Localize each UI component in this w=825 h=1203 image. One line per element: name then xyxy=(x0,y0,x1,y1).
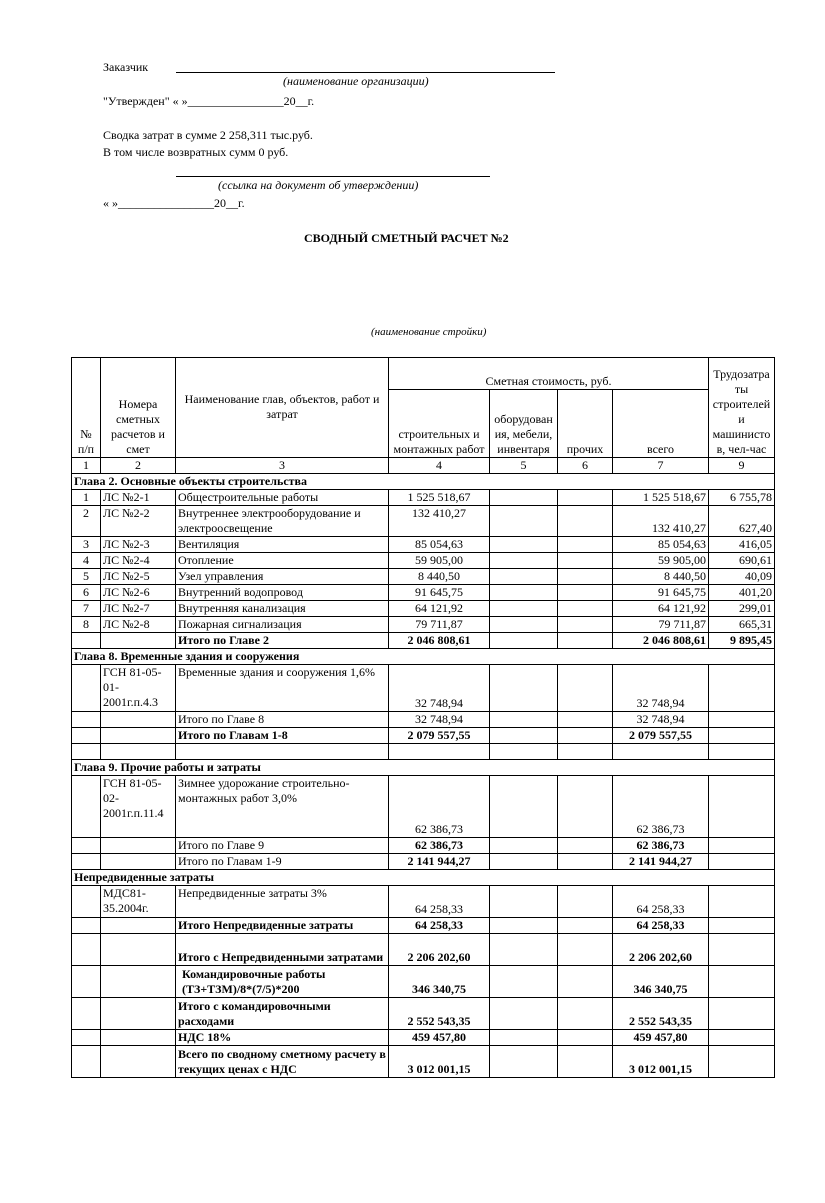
row-name: Временные здания и сооружения 1,6% xyxy=(176,665,389,712)
chapter-9-title-row xyxy=(72,760,775,776)
date-line: « »________________20__г. xyxy=(103,196,245,210)
row-num: 6 xyxy=(72,585,101,601)
total-name: Всего по сводному сметному расчету в текущих ценах с НДС xyxy=(176,1046,389,1078)
total-name: Итого с Непредвиденными затратами xyxy=(176,934,389,966)
row-total: 62 386,73 xyxy=(613,776,709,838)
total-smr: 2 141 944,27 xyxy=(389,854,490,870)
row-code: ЛС №2-2 xyxy=(101,506,176,537)
col-number: 1 xyxy=(72,458,101,474)
summary-line: Сводка затрат в сумме 2 258,311 тыс.руб. xyxy=(103,128,313,142)
row-equipment xyxy=(490,617,558,633)
table-row xyxy=(72,776,775,838)
total-name: НДС 18% xyxy=(176,1030,389,1046)
header-num: № п/п xyxy=(72,358,101,458)
business-trip-row xyxy=(72,966,775,998)
unforeseen-title-row xyxy=(72,870,775,886)
total-name: Итого по Главам 1-8 xyxy=(176,728,389,744)
col-number: 4 xyxy=(389,458,490,474)
table-row xyxy=(72,886,775,918)
row-total: 8 440,50 xyxy=(613,569,709,585)
total-smr: 3 012 001,15 xyxy=(389,1046,490,1078)
table-row xyxy=(72,490,775,506)
row-smr: 32 748,94 xyxy=(389,665,490,712)
row-name: Внутренняя канализация xyxy=(176,601,389,617)
header-other: прочих xyxy=(558,390,613,458)
row-total: 59 905,00 xyxy=(613,553,709,569)
doc-ref-caption: (ссылка на документ об утверждении) xyxy=(218,178,419,192)
total-smr: 62 386,73 xyxy=(389,838,490,854)
row-equipment xyxy=(490,506,558,537)
unforeseen-total-row xyxy=(72,918,775,934)
with-unforeseen-total-row xyxy=(72,934,775,966)
row-name: Внутреннее электрооборудование и электроосвещение xyxy=(176,506,389,537)
total-smr: 2 046 808,61 xyxy=(389,633,490,649)
row-equipment xyxy=(490,569,558,585)
total-value: 3 012 001,15 xyxy=(613,1046,709,1078)
chapter-8-title-row xyxy=(72,649,775,665)
col-number: 9 xyxy=(709,458,775,474)
total-value: 64 258,33 xyxy=(613,918,709,934)
total-labor: 9 895,45 xyxy=(709,633,775,649)
header-name: Наименование глав, объектов, работ и затрат xyxy=(176,358,389,458)
total-value: 2 046 808,61 xyxy=(613,633,709,649)
col-number: 3 xyxy=(176,458,389,474)
row-labor: 40,09 xyxy=(709,569,775,585)
row-equipment xyxy=(490,601,558,617)
header-est-numbers: Номера сметных расчетов и смет xyxy=(101,358,176,458)
total-name: Итого по Главе 8 xyxy=(176,712,389,728)
row-code: ЛС №2-5 xyxy=(101,569,176,585)
row-name: Пожарная сигнализация xyxy=(176,617,389,633)
table-row xyxy=(72,506,775,537)
row-smr: 64 258,33 xyxy=(389,886,490,918)
row-name: Зимнее удорожание строительно-монтажных работ 3,0% xyxy=(176,776,389,838)
row-smr: 62 386,73 xyxy=(389,776,490,838)
row-equipment xyxy=(490,537,558,553)
row-smr: 79 711,87 xyxy=(389,617,490,633)
row-other xyxy=(558,490,613,506)
header-construction: строительных и монтажных работ xyxy=(389,390,490,458)
total-value: 62 386,73 xyxy=(613,838,709,854)
row-name: Внутренний водопровод xyxy=(176,585,389,601)
row-other xyxy=(558,601,613,617)
header-labor: Трудозатраты строителей и машинистов, чел-час xyxy=(709,358,775,458)
grand-total-row xyxy=(72,1046,775,1078)
table-row xyxy=(72,601,775,617)
row-other xyxy=(558,617,613,633)
total-smr: 64 258,33 xyxy=(389,918,490,934)
table-row xyxy=(72,665,775,712)
row-name: Отопление xyxy=(176,553,389,569)
row-labor: 299,01 xyxy=(709,601,775,617)
row-code: ЛС №2-1 xyxy=(101,490,176,506)
total-value: 346 340,75 xyxy=(613,966,709,998)
row-code: ГСН 81-05-01-2001г.п.4.3 xyxy=(101,665,176,712)
total-name: Итого с командировочными расходами xyxy=(176,998,389,1030)
row-total: 64 258,33 xyxy=(613,886,709,918)
row-code: ЛС №2-8 xyxy=(101,617,176,633)
row-other xyxy=(558,506,613,537)
row-other xyxy=(558,585,613,601)
chapter-9-total-row xyxy=(72,838,775,854)
row-equipment xyxy=(490,490,558,506)
approved-line: "Утвержден" « »________________20__г. xyxy=(103,94,315,108)
col-number: 7 xyxy=(613,458,709,474)
total-name: Итого по Главе 9 xyxy=(176,838,389,854)
row-name: Узел управления xyxy=(176,569,389,585)
customer-line xyxy=(176,72,555,73)
row-labor: 690,61 xyxy=(709,553,775,569)
row-code: МДС81-35.2004г. xyxy=(101,886,176,918)
row-equipment xyxy=(490,553,558,569)
col-number: 2 xyxy=(101,458,176,474)
chapter-8-total-row xyxy=(72,712,775,728)
row-num: 7 xyxy=(72,601,101,617)
row-code: ЛС №2-4 xyxy=(101,553,176,569)
page-title: СВОДНЫЙ СМЕТНЫЙ РАСЧЕТ №2 xyxy=(304,231,509,245)
chapter-title: Глава 8. Временные здания и сооружения xyxy=(72,649,775,665)
total-value: 2 552 543,35 xyxy=(613,998,709,1030)
row-smr: 64 121,92 xyxy=(389,601,490,617)
chapter-title: Непредвиденные затраты xyxy=(72,870,775,886)
with-trip-total-row xyxy=(72,998,775,1030)
table-row xyxy=(72,553,775,569)
total-value: 459 457,80 xyxy=(613,1030,709,1046)
col-number: 6 xyxy=(558,458,613,474)
row-num: 5 xyxy=(72,569,101,585)
col-number: 5 xyxy=(490,458,558,474)
table-row xyxy=(72,617,775,633)
row-smr: 91 645,75 xyxy=(389,585,490,601)
row-equipment xyxy=(490,585,558,601)
row-total: 85 054,63 xyxy=(613,537,709,553)
row-smr: 59 905,00 xyxy=(389,553,490,569)
row-num: 8 xyxy=(72,617,101,633)
table-row xyxy=(72,585,775,601)
estimate-table xyxy=(71,357,775,1078)
customer-label: Заказчик xyxy=(103,60,149,74)
chapter-title: Глава 2. Основные объекты строительства xyxy=(72,474,775,490)
table-row xyxy=(72,569,775,585)
row-code: ЛС №2-6 xyxy=(101,585,176,601)
row-total: 64 121,92 xyxy=(613,601,709,617)
row-code: ГСН 81-05-02-2001г.п.11.4 xyxy=(101,776,176,838)
row-smr: 8 440,50 xyxy=(389,569,490,585)
total-smr: 459 457,80 xyxy=(389,1030,490,1046)
table-header-row xyxy=(72,358,775,390)
row-labor: 6 755,78 xyxy=(709,490,775,506)
org-caption: (наименование организации) xyxy=(283,74,429,88)
row-smr: 132 410,27 xyxy=(389,506,490,537)
total-name: Итого Непредвиденные затраты xyxy=(176,918,389,934)
column-numbers-row xyxy=(72,458,775,474)
construction-caption: (наименование стройки) xyxy=(371,326,487,338)
total-smr: 2 079 557,55 xyxy=(389,728,490,744)
total-value: 32 748,94 xyxy=(613,712,709,728)
row-total: 79 711,87 xyxy=(613,617,709,633)
row-name: Непредвиденные затраты 3% xyxy=(176,886,389,918)
doc-ref-line xyxy=(176,176,490,177)
row-total: 91 645,75 xyxy=(613,585,709,601)
header-total: всего xyxy=(613,390,709,458)
row-num: 4 xyxy=(72,553,101,569)
chapter-title: Глава 9. Прочие работы и затраты xyxy=(72,760,775,776)
row-smr: 85 054,63 xyxy=(389,537,490,553)
total-name: Командировочные работы (ТЗ+ТЗМ)/8*(7/5)*200 xyxy=(176,966,389,998)
row-num: 3 xyxy=(72,537,101,553)
row-other xyxy=(558,569,613,585)
row-code: ЛС №2-3 xyxy=(101,537,176,553)
chapters-1-9-total-row xyxy=(72,854,775,870)
header-equipment: оборудования, мебели, инвентаря xyxy=(490,390,558,458)
row-total: 132 410,27 xyxy=(613,506,709,537)
row-labor: 401,20 xyxy=(709,585,775,601)
total-value: 2 141 944,27 xyxy=(613,854,709,870)
total-name: Итого по Главам 1-9 xyxy=(176,854,389,870)
chapter-2-title-row xyxy=(72,474,775,490)
row-name: Вентиляция xyxy=(176,537,389,553)
table-row xyxy=(72,537,775,553)
total-smr: 2 552 543,35 xyxy=(389,998,490,1030)
row-smr: 1 525 518,67 xyxy=(389,490,490,506)
returnable-line: В том числе возвратных сумм 0 руб. xyxy=(103,145,289,159)
total-value: 2 079 557,55 xyxy=(613,728,709,744)
row-labor: 665,31 xyxy=(709,617,775,633)
row-total: 1 525 518,67 xyxy=(613,490,709,506)
row-total: 32 748,94 xyxy=(613,665,709,712)
total-value: 2 206 202,60 xyxy=(613,934,709,966)
row-name: Общестроительные работы xyxy=(176,490,389,506)
row-num: 1 xyxy=(72,490,101,506)
row-other xyxy=(558,537,613,553)
total-smr: 2 206 202,60 xyxy=(389,934,490,966)
row-other xyxy=(558,553,613,569)
row-labor: 627,40 xyxy=(709,506,775,537)
total-name: Итого по Главе 2 xyxy=(176,633,389,649)
vat-row xyxy=(72,1030,775,1046)
total-smr: 346 340,75 xyxy=(389,966,490,998)
header-cost-group: Сметная стоимость, руб. xyxy=(389,358,709,390)
row-code: ЛС №2-7 xyxy=(101,601,176,617)
spacer-row xyxy=(72,744,775,760)
total-smr: 32 748,94 xyxy=(389,712,490,728)
row-num: 2 xyxy=(72,506,101,537)
row-labor: 416,05 xyxy=(709,537,775,553)
chapters-1-8-total-row xyxy=(72,728,775,744)
chapter-2-total-row xyxy=(72,633,775,649)
document-header xyxy=(0,0,825,360)
